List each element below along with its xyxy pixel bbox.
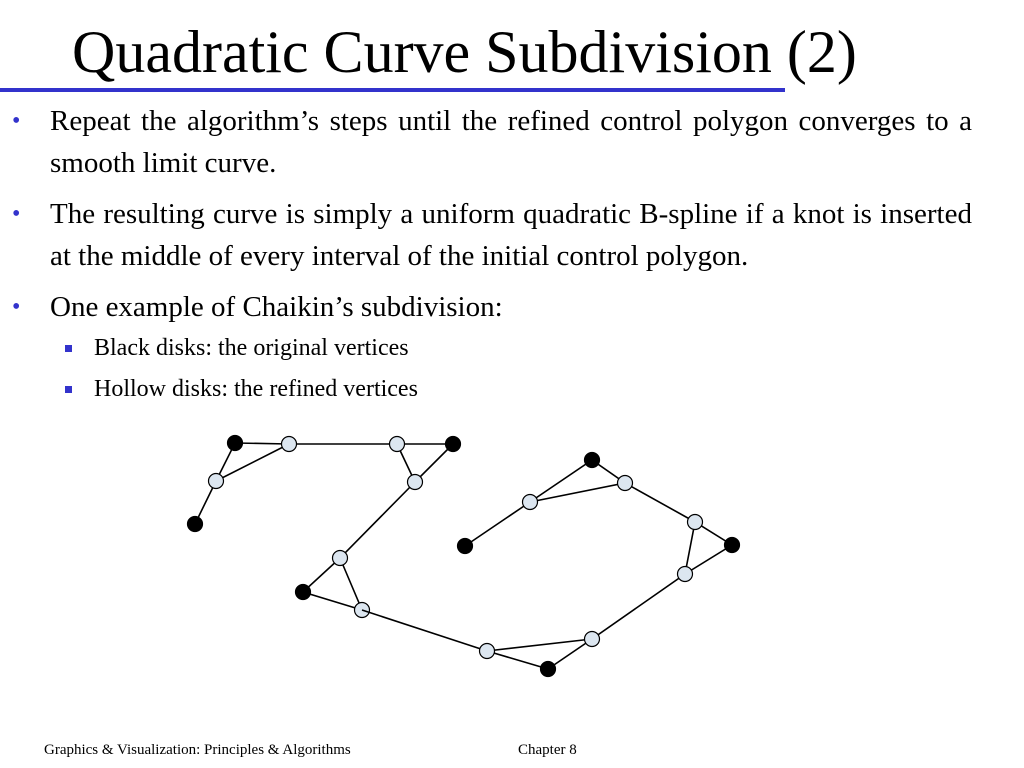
- bullet-text: The resulting curve is simply a uniform quadratic B-spline if a knot is inserted at the middle of every interval of the initial control polygon.: [50, 198, 972, 272]
- footer-chapter: Chapter 8: [518, 742, 577, 758]
- refined-vertex: [390, 437, 405, 452]
- original-vertex: [228, 436, 243, 451]
- refined-vertex: [688, 515, 703, 530]
- right-curve-edges: [362, 460, 732, 669]
- bullet-text: Repeat the algorithm’s steps until the refined control polygon converges to a smooth limit curve.: [50, 105, 972, 179]
- bridge-edge: [362, 610, 487, 651]
- left-curve-edges: [195, 443, 453, 610]
- left-curve: [188, 436, 461, 618]
- bullet-dot-icon: •: [12, 108, 21, 134]
- refined-vertex: [209, 474, 224, 489]
- right-curve-vertices: [458, 453, 740, 677]
- refined-vertex: [523, 495, 538, 510]
- refined-vertex: [480, 644, 495, 659]
- refined-vertex: [618, 476, 633, 491]
- bullet-dot-icon: •: [12, 294, 21, 320]
- original-vertex: [458, 539, 473, 554]
- slide-title: Quadratic Curve Subdivision (2): [72, 19, 857, 85]
- footer-course-title: Graphics & Visualization: Principles & Algorithms: [44, 742, 351, 758]
- refined-vertex: [585, 632, 600, 647]
- original-vertex: [446, 437, 461, 452]
- bullet-text: One example of Chaikin’s subdivision:: [50, 291, 503, 323]
- refined-vertex: [408, 475, 423, 490]
- original-vertex: [296, 585, 311, 600]
- original-vertex: [541, 662, 556, 677]
- refined-vertex: [282, 437, 297, 452]
- original-vertex: [188, 517, 203, 532]
- original-vertex: [725, 538, 740, 553]
- sub-bullet-text: Hollow disks: the refined vertices: [94, 376, 418, 402]
- refined-vertex: [333, 551, 348, 566]
- original-vertex: [585, 453, 600, 468]
- refined-vertex: [678, 567, 693, 582]
- bullet-dot-icon: •: [12, 201, 21, 227]
- left-control-polygon: [195, 443, 453, 610]
- left-curve-vertices: [188, 436, 461, 618]
- sub-bullet-text: Black disks: the original vertices: [94, 335, 409, 361]
